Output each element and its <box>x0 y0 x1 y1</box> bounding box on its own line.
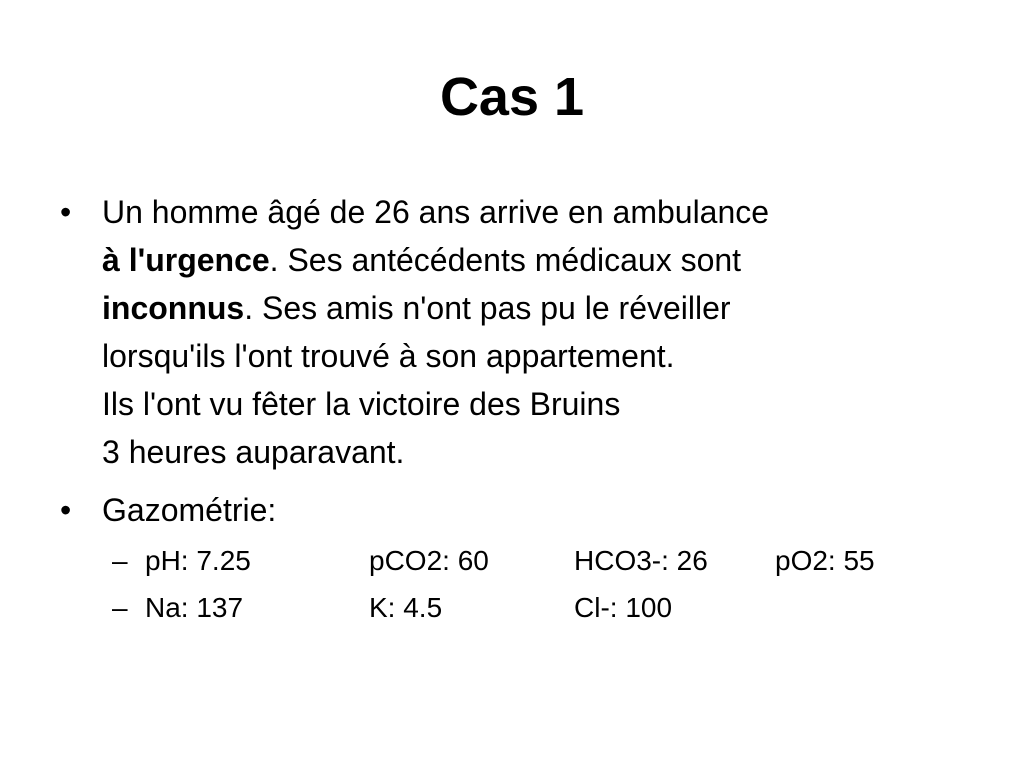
gasometry-row-2 <box>112 588 673 628</box>
value-pco2: pCO2: 60 <box>369 545 489 576</box>
case-line-2-rest: . Ses antécédents médicaux sont <box>269 242 742 278</box>
emphasis-inconnus: inconnus <box>102 290 245 326</box>
gasometry-row-1 <box>112 541 875 581</box>
value-ph: pH: 7.25 <box>145 545 251 576</box>
value-cl: Cl-: 100 <box>574 592 673 623</box>
case-line-6: 3 heures auparavant. <box>102 434 405 470</box>
sub-bullet-dash: – <box>112 592 128 623</box>
case-description <box>102 188 769 476</box>
case-line-3 <box>102 284 769 332</box>
value-na: Na: 137 <box>145 592 244 623</box>
slide-title: Cas 1 <box>439 67 585 127</box>
sub-bullet-dash: – <box>112 545 128 576</box>
case-line-3-rest: . Ses amis n'ont pas pu le réveiller <box>244 290 731 326</box>
case-line-2 <box>102 236 769 284</box>
gasometry-label: Gazométrie: <box>102 492 277 528</box>
emphasis-urgence: à l'urgence <box>102 242 270 278</box>
value-po2: pO2: 55 <box>775 545 875 576</box>
case-line-4: lorsqu'ils l'ont trouvé à son appartement. <box>102 338 675 374</box>
case-line-1: Un homme âgé de 26 ans arrive en ambulance <box>102 194 770 230</box>
bullet-marker: • <box>60 492 72 528</box>
value-k: K: 4.5 <box>369 592 443 623</box>
value-hco3: HCO3-: 26 <box>574 545 708 576</box>
bullet-marker: • <box>60 194 72 230</box>
case-line-5: Ils l'ont vu fêter la victoire des Bruins <box>102 386 621 422</box>
